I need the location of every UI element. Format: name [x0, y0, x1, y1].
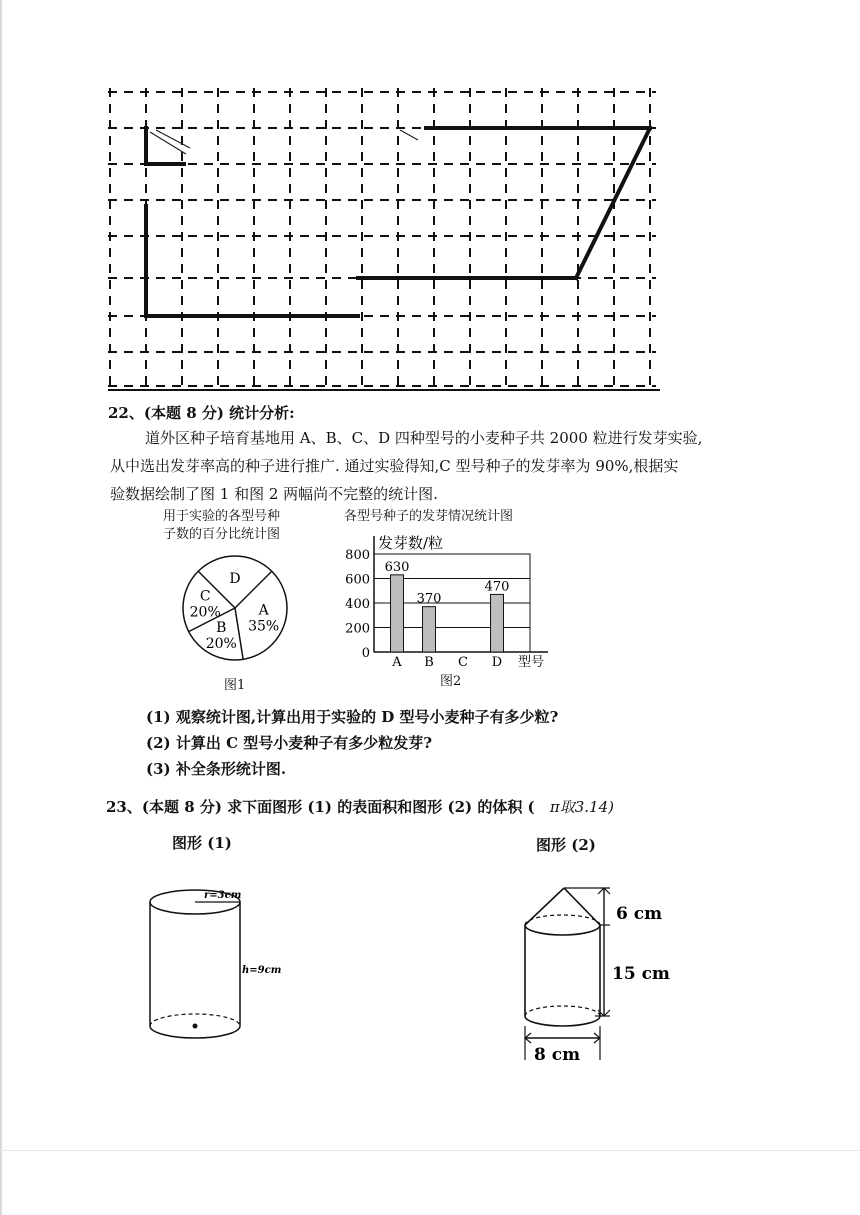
bar-category-C: C [458, 655, 468, 670]
fig1-title-line1: 用于实验的各型号种 [163, 509, 281, 524]
q22-para-line1: 道外区种子培育基地用 A、B、C、D 四种型号的小麦种子共 2000 粒进行发芽实验, [145, 429, 703, 447]
bar-value-A: 630 [384, 559, 410, 575]
q22-title: 22、(本题 8 分) 统计分析: [108, 404, 295, 422]
pie-value-C: 20% [189, 604, 221, 621]
bar-ytick-400: 400 [345, 597, 370, 612]
diameter-label: 8 cm [534, 1045, 581, 1065]
bar-xlabel: 型号 [518, 655, 545, 670]
bar-category-D: D [491, 655, 503, 670]
cyl-height-label: h=9cm [242, 965, 282, 976]
bar-ytick-0: 0 [361, 646, 370, 661]
bar-value-B: 370 [416, 591, 442, 607]
q23-title-main: 23、(本题 8 分) 求下面图形 (1) 的表面积和图形 (2) 的体积 ( [106, 798, 535, 816]
fig23-1-label: 图形 (1) [172, 834, 232, 852]
q23-title-pi: π取3.14) [549, 798, 614, 816]
pie-label-B: B [216, 619, 227, 636]
pie-value-B: 20% [205, 635, 237, 652]
bar-ytick-600: 600 [345, 572, 370, 588]
cylinder-figure [140, 880, 310, 1050]
bar-B [423, 607, 436, 652]
q23-title [106, 796, 614, 817]
pie-label-C: C [199, 588, 211, 605]
pie-chart [170, 552, 300, 662]
bar-ytick-200: 200 [345, 621, 370, 637]
bar-ylabel: 发芽数/粒 [378, 534, 444, 552]
bar-D [491, 594, 504, 652]
fig1-caption: 图1 [224, 678, 246, 693]
pie-label-A: A [258, 602, 269, 619]
cone-height-label: 6 cm [616, 904, 663, 924]
q22-subq3: (3) 补全条形统计图. [146, 760, 287, 778]
bar-A [391, 575, 404, 652]
q22-subq2: (2) 计算出 C 型号小麦种子有多少粒发芽? [146, 734, 433, 752]
bar-category-B: B [424, 655, 434, 670]
fig2-title: 各型号种子的发芽情况统计图 [344, 509, 514, 524]
fig23-2-label: 图形 (2) [536, 836, 596, 854]
pie-label-D: D [229, 570, 241, 587]
q22-para-line2: 从中选出发芽率高的种子进行推广. 通过实验得知,C 型号种子的发芽率为 90%,根据实 [110, 457, 679, 475]
cyl-radius-label: r=3cm [204, 890, 242, 901]
bar-value-D: 470 [484, 579, 510, 595]
bar-chart [330, 532, 560, 672]
q22-para-line3: 验数据绘制了图 1 和图 2 两幅尚不完整的统计图. [110, 485, 438, 503]
bar-ytick-800: 800 [345, 548, 370, 563]
page-bottom-divider [0, 1150, 860, 1151]
page-edge [0, 0, 3, 1215]
cyl2-height-label: 15 cm [612, 964, 670, 984]
pie-value-A: 35% [248, 618, 280, 635]
fig2-caption: 图2 [440, 674, 462, 689]
bar-category-A: A [392, 655, 402, 670]
grid-figure [100, 80, 670, 398]
fig1-title-line2: 子数的百分比统计图 [163, 527, 281, 542]
q22-subq1: (1) 观察统计图,计算出用于实验的 D 型号小麦种子有多少粒? [146, 708, 559, 726]
cone-cylinder-figure [500, 880, 690, 1070]
